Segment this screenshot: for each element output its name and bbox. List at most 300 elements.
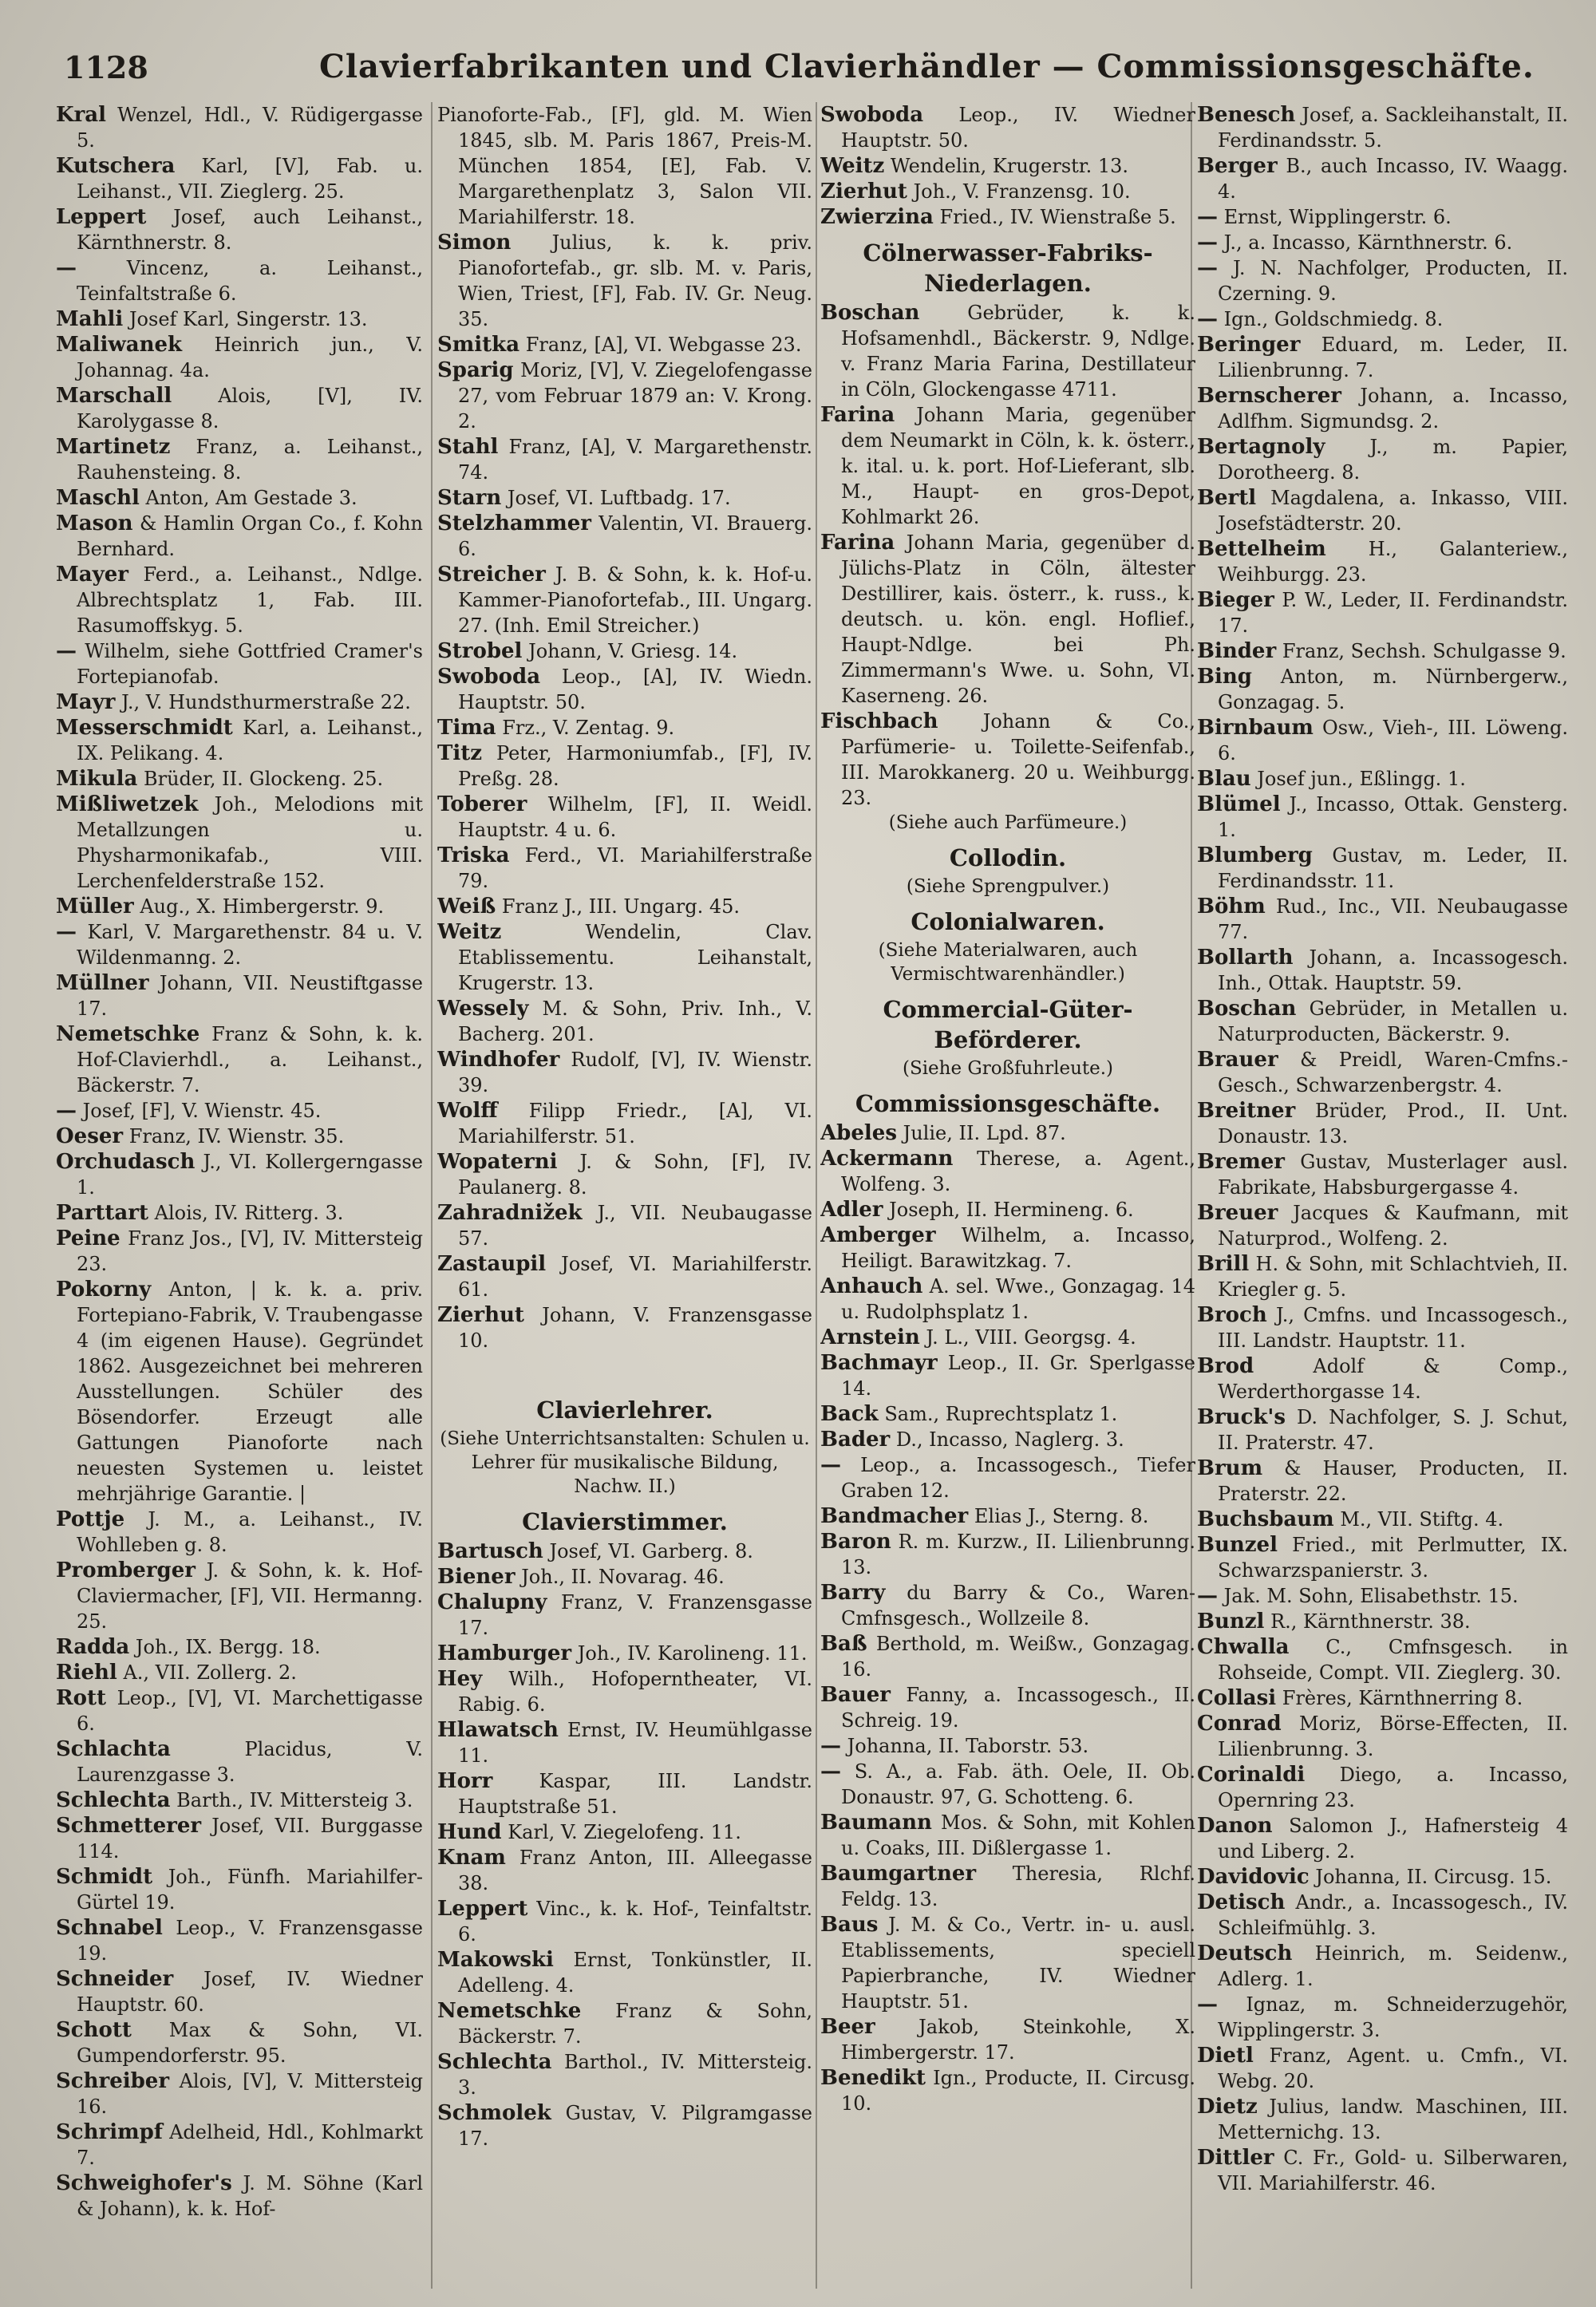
entry-name: Schmetterer [56, 1814, 202, 1838]
directory-entry [437, 332, 812, 358]
entry-details: J. & Sohn, k. k. Hof-Claviermacher, [F], VII. Hermanng. 25. [77, 1559, 423, 1633]
directory-entry [437, 919, 812, 996]
directory-entry [1197, 1813, 1568, 1864]
entry-details: Gustav, V. Pilgramgasse 17. [458, 2102, 812, 2150]
entry-name: Farina [820, 531, 895, 555]
entry-details: Johann, VII. Neustiftgasse 17. [77, 972, 423, 1020]
entry-name: Binder [1197, 639, 1277, 663]
directory-entry [56, 1098, 423, 1124]
entry-details: Johann, V. Griesg. 14. [528, 640, 738, 662]
entry-name: Broch [1197, 1303, 1267, 1327]
entry-name: Swoboda [820, 103, 924, 127]
entry-name: Zierhut [437, 1303, 524, 1327]
directory-entry [437, 741, 812, 792]
entry-details: J., VII. Neubaugasse 57. [458, 1202, 812, 1250]
entry-details: Ferd., VI. Mariahilferstraße 79. [458, 844, 812, 892]
entry-details: & Hamlin Organ Co., f. Kohn Bernhard. [77, 512, 423, 560]
entry-details: J., m. Papier, Dorotheerg. 8. [1218, 436, 1568, 484]
directory-entry [1197, 306, 1568, 332]
entry-name: Streicher [437, 563, 546, 587]
entry-name: Toberer [437, 792, 527, 816]
entry-details: Joh., Melodions mit Metallzungen u. Physharmonikafab., VIII. Lerchenfelderstraße 152. [77, 793, 423, 892]
page-number: 1128 [64, 49, 148, 85]
directory-entry [56, 434, 423, 485]
directory-entry [437, 664, 812, 715]
entry-name: Hlawatsch [437, 1718, 559, 1742]
entry-details: Wilh., Hofoperntheater, VI. Rabig. 6. [458, 1668, 812, 1716]
directory-entry [1197, 894, 1568, 945]
entry-name: Barry [820, 1581, 886, 1605]
entry-details: Gebrüder, in Metallen u. Naturproducten, Bäckerstr. 9. [1218, 997, 1568, 1045]
directory-entry [56, 1149, 423, 1200]
directory-entry [437, 1896, 812, 1947]
entry-details: J., Incasso, Ottak. Gensterg. 1. [1218, 793, 1568, 841]
entry-name: Stelzhammer [437, 512, 591, 535]
directory-entry [1197, 434, 1568, 485]
directory-entry [56, 1200, 423, 1226]
directory-entry [820, 204, 1195, 230]
entry-name: Zahradnižek [437, 1201, 583, 1225]
directory-entry [437, 485, 812, 511]
entry-details: du Barry & Co., Waren-Cmfnsgesch., Wollzeile 8. [841, 1582, 1195, 1630]
entry-name: Pokorny [56, 1278, 152, 1302]
entry-name: Strobel [437, 639, 523, 663]
directory-entry [56, 204, 423, 255]
entry-details: Kaspar, III. Landstr. Hauptstraße 51. [458, 1770, 812, 1818]
entry-details: Franz & Sohn, Bäckerstr. 7. [458, 2000, 812, 2048]
directory-entry [820, 1529, 1195, 1580]
directory-entry [437, 1539, 812, 1564]
directory-entry [56, 255, 423, 306]
directory-entry [1197, 1149, 1568, 1200]
directory-entry [1197, 766, 1568, 792]
entry-details: J. & Sohn, [F], IV. Paulanerg. 8. [458, 1151, 812, 1199]
cross-reference-note: (Siehe Großfuhrleute.) [902, 1058, 1114, 1079]
entry-name: Leppert [437, 1897, 528, 1921]
entry-details: Leop., V. Franzensgasse 19. [77, 1917, 423, 1965]
entry-name: Farina [820, 403, 895, 427]
entry-name: Mayr [56, 690, 116, 714]
directory-entry [1197, 1456, 1568, 1507]
directory-entry [820, 1401, 1195, 1427]
entry-name: Back [820, 1402, 879, 1426]
entry-name: Pottje [56, 1507, 125, 1531]
entry-name: Schrimpf [56, 2120, 163, 2144]
directory-entry [820, 1912, 1195, 2014]
directory-entry [437, 638, 812, 664]
entry-name: — [1197, 1993, 1218, 2017]
directory-entry [1197, 1685, 1568, 1711]
directory-entry [56, 1813, 423, 1864]
entry-details: J. M., a. Leihanst., IV. Wohlleben g. 8. [77, 1508, 423, 1556]
entry-details: Franz, IV. Wienstr. 35. [128, 1125, 345, 1148]
directory-entry [1197, 255, 1568, 306]
entry-details: Julius, k. k. priv. Pianofortefab., gr. slb. M. v. Paris, Wien, Triest, [F], Fab. IV. Gr. Neug. 35. [458, 231, 812, 330]
entry-name: Triska [437, 843, 510, 867]
entry-details: Ernst, Tonkünstler, II. Adelleng. 4. [458, 1949, 812, 1997]
directory-entry [1197, 1609, 1568, 1634]
entry-details: Leop., [V], VI. Marchettigasse 6. [77, 1687, 423, 1735]
entry-name: — [1197, 307, 1218, 331]
entry-details: A. sel. Wwe., Gonzagag. 14 u. Rudolphsplatz 1. [841, 1275, 1195, 1323]
directory-entry [820, 2014, 1195, 2065]
entry-name: Leppert [56, 205, 147, 229]
entry-name: Blümel [1197, 792, 1281, 816]
entry-name: Danon [1197, 1814, 1273, 1838]
entry-details: Julius, landw. Maschinen, III. Metternichg. 13. [1218, 2096, 1568, 2143]
entry-details: Joseph, II. Hermineng. 6. [889, 1199, 1134, 1221]
directory-entry [820, 1810, 1195, 1861]
entry-details: Wilhelm, [F], II. Weidl. Hauptstr. 4 u. 6. [458, 793, 812, 841]
directory-entry [56, 562, 423, 638]
entry-details: Vinc., k. k. Hof-, Teinfaltstr. 6. [458, 1898, 812, 1946]
entry-name: Beer [820, 2015, 875, 2039]
directory-entry [1197, 383, 1568, 434]
entry-details: H., Galanteriew., Weihburgg. 23. [1218, 538, 1568, 586]
entry-details: Alois, [V], IV. Karolygasse 8. [77, 385, 423, 433]
entry-details: Karl, V. Ziegelofeng. 11. [508, 1821, 741, 1843]
directory-entry [820, 1503, 1195, 1529]
entry-details: J. N. Nachfolger, Producten, II. Czerning. 9. [1218, 257, 1568, 305]
entry-details: Diego, a. Incasso, Opernring 23. [1218, 1764, 1568, 1811]
directory-entry [56, 1660, 423, 1685]
entry-name: Schmidt [56, 1865, 153, 1889]
entry-details: Therese, a. Agent., Wolfeng. 3. [841, 1148, 1195, 1195]
section-heading: Collodin. [949, 844, 1067, 871]
entry-details: Berthold, m. Weißw., Gonzagag. 16. [841, 1633, 1195, 1681]
entry-name: Bauer [820, 1683, 891, 1707]
directory-entry [1197, 843, 1568, 894]
entry-details: H. & Sohn, mit Schlachtvieh, II. Kriegler g. 5. [1218, 1253, 1568, 1301]
entry-details: Brüder, II. Glockeng. 25. [143, 768, 384, 790]
entry-name: Zierhut [820, 180, 907, 203]
entry-name: Mason [56, 512, 133, 535]
directory-entry [437, 1947, 812, 1998]
directory-entry [1197, 945, 1568, 996]
entry-details: J., Cmfns. und Incassogesch., III. Landstr. Hauptstr. 11. [1218, 1304, 1568, 1352]
entry-details: R. m. Kurzw., II. Lilienbrunng. 13. [841, 1531, 1195, 1578]
directory-entry [437, 511, 812, 562]
entry-name: Schweighofer's [56, 2171, 232, 2195]
entry-name: Anhauch [820, 1274, 923, 1298]
entry-name: Schott [56, 2018, 132, 2042]
entry-details: Anton, | k. k. a. priv. Fortepiano-Fabrik, V. Traubengasse 4 (im eigenen Hause). Gegründet 1862. Ausgezeichnet bei mehreren Ausstellungen. Schüler des Bösendorfer. Erzeugt alle Gattungen Pianoforte nach neuesten Systemen u. leistet mehrjährige Garantie. | [77, 1278, 423, 1505]
entry-details: J., a. Incasso, Kärnthnerstr. 6. [1223, 231, 1513, 254]
entry-name: Knam [437, 1846, 506, 1870]
entry-name: Peine [56, 1227, 120, 1250]
entry-name: Amberger [820, 1223, 936, 1247]
directory-entry [437, 996, 812, 1047]
entry-name: Böhm [1197, 895, 1266, 918]
column-3 [820, 102, 1195, 2289]
entry-name: Blumberg [1197, 843, 1313, 867]
entry-details: Franz, Agent. u. Cmfn., VI. Webg. 20. [1218, 2044, 1568, 2092]
directory-entry [1197, 1583, 1568, 1609]
directory-entry [1197, 1302, 1568, 1353]
directory-entry [1197, 587, 1568, 638]
entry-name: Zwierzina [820, 205, 934, 229]
directory-entry [56, 689, 423, 715]
directory-entry [437, 434, 812, 485]
entry-name: — [1197, 256, 1218, 280]
entry-details: Fried., IV. Wienstraße 5. [939, 206, 1176, 228]
entry-name: — [56, 1099, 77, 1123]
directory-entry [820, 2065, 1195, 2116]
entry-name: Weitz [820, 154, 885, 178]
entry-details: Gustav, m. Leder, II. Ferdinandsstr. 11. [1218, 844, 1568, 892]
directory-entry [56, 1021, 423, 1098]
entry-name: — [56, 920, 77, 944]
entry-details: Valentin, VI. Brauerg. 6. [458, 512, 812, 560]
directory-entry [56, 383, 423, 434]
entry-details: Joh., Fünfh. Mariahilfer-Gürtel 19. [77, 1866, 423, 1914]
entry-name: Davidovic [1197, 1865, 1310, 1889]
entry-name: Zastaupil [437, 1252, 547, 1276]
entry-details: J., V. Hundsthurmerstraße 22. [121, 691, 411, 713]
entry-name: Mißliwetzek [56, 792, 199, 816]
cross-reference-note: (Siehe Unterrichtsanstalten: Schulen u. Lehrer für musikalische Bildung, Nachw. II.) [440, 1428, 810, 1497]
entry-details: Johann Maria, gegenüber dem Neumarkt in Cöln, k. k. österr., k. ital. u. k. port. Hof-Lieferant, slb. M., Haupt- en gros-Depot, Kohlmarkt 26. [841, 404, 1195, 528]
entry-details: C., Cmfnsgesch. in Rohseide, Compt. VII. Zieglerg. 30. [1218, 1636, 1568, 1684]
directory-entry [56, 306, 423, 332]
entry-name: Adler [820, 1198, 883, 1222]
entry-details: Andr., a. Incassogesch., IV. Schleifmühlg. 3. [1218, 1891, 1568, 1939]
entry-details: J., VI. Kollergerngasse 1. [77, 1151, 423, 1199]
entry-details: Johann & Co., Parfümerie- u. Toilette-Seifenfab., III. Marokkanerg. 20 u. Weihburgg. 23. [841, 710, 1195, 809]
directory-entry [56, 1277, 423, 1507]
directory-entry [1197, 1251, 1568, 1302]
entry-name: — [820, 1760, 841, 1784]
directory-entry [56, 1685, 423, 1736]
entry-details: S. A., a. Fab. äth. Oele, II. Ob. Donaustr. 97, G. Schotteng. 6. [841, 1760, 1195, 1808]
directory-entry [437, 1098, 812, 1149]
entry-name: Marschall [56, 384, 172, 408]
directory-entry [1197, 1890, 1568, 1941]
entry-details: D. Nachfolger, S. J. Schut, II. Praterstr. 47. [1218, 1406, 1568, 1454]
directory-entry [56, 1124, 423, 1149]
section-heading: Cölnerwasser-Fabriks-Niederlagen. [863, 239, 1153, 297]
entry-name: Bieger [1197, 588, 1274, 612]
entry-details: Josef, [F], V. Wienstr. 45. [82, 1100, 322, 1122]
entry-details: Julie, II. Lpd. 87. [903, 1122, 1066, 1144]
entry-name: Swoboda [437, 665, 541, 689]
entry-details: Wendelin, Krugerstr. 13. [890, 155, 1129, 177]
directory-entry [56, 2017, 423, 2068]
directory-entry [1197, 153, 1568, 204]
directory-entry [437, 1302, 812, 1353]
entry-details: Johann Maria, gegenüber d. Jülichs-Platz in Cöln, ältester Destillirer, kais. österr., k. russ., k. deutsch. u. kön. engl. Hoflief., Haupt-Ndlge. bei Ph. Zimmermann's Wwe. u. Sohn, VI. Kaserneng. 26. [841, 531, 1195, 707]
entry-details: Ign., Goldschmiedg. 8. [1223, 308, 1444, 330]
directory-entry [820, 1861, 1195, 1912]
directory-entry [820, 1325, 1195, 1350]
entry-name: Birnbaum [1197, 716, 1314, 740]
directory-entry [1197, 1762, 1568, 1813]
entry-details: Karl, a. Leihanst., IX. Pelikang. 4. [77, 717, 423, 764]
entry-name: Baron [820, 1530, 891, 1554]
entry-details: Elias J., Sterng. 8. [974, 1505, 1149, 1527]
entry-name: Kral [56, 103, 107, 127]
entry-name: Brauer [1197, 1048, 1278, 1072]
entry-details: Ferd., a. Leihanst., Ndlge. Albrechtsplatz 1, Fab. III. Rasumoffskyg. 5. [77, 563, 423, 637]
entry-name: Maschl [56, 486, 140, 510]
entry-name: Baß [820, 1632, 867, 1656]
entry-details: Joh., IV. Karolineng. 11. [577, 1642, 808, 1665]
entry-details: P. W., Leder, II. Ferdinandstr. 17. [1218, 589, 1568, 637]
entry-details: Frz., V. Zentag. 9. [502, 717, 675, 739]
entry-details: Jakob, Steinkohle, X. Himbergerstr. 17. [841, 2016, 1195, 2064]
entry-name: Biener [437, 1565, 516, 1589]
entry-name: Ackermann [820, 1147, 954, 1171]
directory-entry [437, 715, 812, 741]
directory-entry [56, 1736, 423, 1788]
entry-name: Mikula [56, 767, 138, 791]
directory-entry [820, 1223, 1195, 1274]
directory-entry [56, 792, 423, 894]
entry-name: Maliwanek [56, 333, 183, 357]
entry-name: Radda [56, 1635, 130, 1659]
entry-details: Wenzel, Hdl., V. Rüdigergasse 5. [77, 104, 423, 152]
entry-details: Filipp Friedr., [A], VI. Mariahilferstr. 51. [458, 1100, 812, 1148]
entry-name: Schreiber [56, 2069, 170, 2093]
entry-name: Baus [820, 1913, 879, 1937]
directory-entry [820, 1682, 1195, 1733]
entry-details: Leop., IV. Wiedner Hauptstr. 50. [841, 104, 1195, 152]
entry-details: Ign., Producte, II. Circusg. 10. [841, 2067, 1195, 2115]
entry-name: — [1197, 1584, 1218, 1608]
directory-entry [437, 358, 812, 434]
entry-details: Jak. M. Sohn, Elisabethstr. 15. [1223, 1585, 1519, 1607]
entry-details: Mos. & Sohn, mit Kohlen u. Coaks, III. Dißlergasse 1. [841, 1811, 1195, 1859]
directory-entry [437, 1998, 812, 2049]
entry-name: Tima [437, 716, 496, 740]
entry-details: Pianoforte-Fab., [F], gld. M. Wien 1845, slb. M. Paris 1867, Preis-M. München 1854, [E], Fab. V. Margarethenplatz 3, Salon VII. Mariahilferstr. 18. [437, 104, 812, 228]
directory-entry [1197, 1200, 1568, 1251]
entry-name: Breuer [1197, 1201, 1278, 1225]
entry-name: Brill [1197, 1252, 1250, 1276]
entry-details: Rud., Inc., VII. Neubaugasse 77. [1218, 895, 1568, 943]
directory-entry [437, 843, 812, 894]
entry-name: Bernscherer [1197, 384, 1341, 408]
directory-entry [56, 1915, 423, 1966]
entry-details: Josef, auch Leihanst., Kärnthnerstr. 8. [77, 206, 423, 254]
directory-entry [1197, 2094, 1568, 2145]
entry-name: Orchudasch [56, 1150, 196, 1174]
spacer [437, 1353, 812, 1387]
directory-entry [437, 102, 812, 230]
directory-entry [56, 2068, 423, 2119]
entry-details: Franz & Sohn, k. k. Hof-Clavierhdl., a. Leihanst., Bäckerstr. 7. [77, 1023, 423, 1096]
directory-entry [437, 2100, 812, 2151]
entry-details: Wilhelm, siehe Gottfried Cramer's Fortepianofab. [77, 640, 423, 688]
entry-details: Franz, Sechsh. Schulgasse 9. [1282, 640, 1566, 662]
entry-name: Martinetz [56, 435, 171, 459]
entry-name: Starn [437, 486, 502, 510]
entry-details: Ernst, IV. Heumühlgasse 11. [458, 1719, 812, 1767]
directory-entry [1197, 1532, 1568, 1583]
entry-details: Anton, Am Gestade 3. [145, 487, 358, 509]
cross-reference-note: (Siehe Materialwaren, auch Vermischtwarenhändler.) [878, 940, 1138, 985]
entry-name: Dietl [1197, 2044, 1254, 2068]
directory-entry [820, 709, 1195, 811]
directory-entry [1197, 102, 1568, 153]
entry-name: Benedikt [820, 2066, 926, 2090]
entry-name: Oeser [56, 1124, 124, 1148]
entry-details: Joh., V. Franzensg. 10. [913, 180, 1131, 203]
directory-entry [820, 179, 1195, 204]
directory-entry [820, 1350, 1195, 1401]
directory-entry [1197, 1353, 1568, 1404]
entry-details: Josef, VII. Burggasse 114. [77, 1815, 423, 1863]
entry-name: Promberger [56, 1558, 196, 1582]
entry-details: Josef, VI. Garberg. 8. [549, 1540, 753, 1562]
entry-details: Franz, a. Leihanst., Rauhensteing. 8. [77, 436, 423, 484]
entry-details: Rudolf, [V], IV. Wienstr. 39. [458, 1049, 812, 1096]
entry-details: Adolf & Comp., Werderthorgasse 14. [1218, 1355, 1568, 1403]
directory-entry [820, 1146, 1195, 1197]
directory-entry [1197, 792, 1568, 843]
directory-entry [820, 1580, 1195, 1631]
entry-name: — [820, 1734, 841, 1758]
entry-details: B., auch Incasso, IV. Waagg. 4. [1218, 155, 1568, 203]
entry-name: Benesch [1197, 103, 1296, 127]
entry-name: — [56, 639, 77, 663]
directory-entry [56, 153, 423, 204]
entry-name: Sparig [437, 358, 514, 382]
directory-entry [1197, 1864, 1568, 1890]
entry-name: — [820, 1453, 841, 1477]
entry-details: J. M. & Co., Vertr. in- u. ausl. Etablissements, speciell Papierbranche, IV. Wiedner Hauptstr. 51. [841, 1914, 1195, 2013]
entry-name: Deutsch [1197, 1942, 1293, 1965]
entry-name: Bachmayr [820, 1351, 938, 1375]
entry-details: Josef Karl, Singerstr. 13. [128, 308, 368, 330]
entry-name: Riehl [56, 1661, 117, 1685]
entry-name: Arnstein [820, 1325, 920, 1349]
entry-name: Bunzel [1197, 1533, 1278, 1557]
running-title: Clavierfabrikanten und Clavierhändler — Commissionsgeschäfte. [319, 48, 1535, 85]
directory-entry [56, 1507, 423, 1558]
directory-entry [56, 511, 423, 562]
entry-name: Bertl [1197, 486, 1257, 510]
directory-entry [820, 1733, 1195, 1759]
directory-entry [56, 1966, 423, 2017]
entry-name: Schlachta [56, 1737, 171, 1761]
directory-entry [56, 715, 423, 766]
column-2 [437, 102, 812, 2289]
entry-details: & Hauser, Producten, II. Praterstr. 22. [1218, 1457, 1568, 1505]
entry-name: Bertagnoly [1197, 435, 1325, 459]
directory-entry [437, 562, 812, 638]
entry-details: Alois, [V], V. Mittersteig 16. [77, 2070, 423, 2118]
entry-details: Anton, m. Nürnbergerw., Gonzagag. 5. [1218, 666, 1568, 713]
entry-name: — [1197, 231, 1218, 255]
entry-name: Kutschera [56, 154, 176, 178]
entry-name: Bremer [1197, 1150, 1285, 1174]
entry-name: Nemetschke [437, 1999, 582, 2023]
entry-name: Simon [437, 231, 512, 255]
entry-details: Franz, [A], VI. Webgasse 23. [525, 334, 802, 356]
entry-details: D., Incasso, Naglerg. 3. [895, 1428, 1124, 1451]
entry-details: Franz Jos., [V], IV. Mittersteig 23. [77, 1227, 423, 1275]
entry-details: Barthol., IV. Mittersteig. 3. [458, 2051, 812, 2099]
entry-details: Josef, VI. Luftbadg. 17. [507, 487, 731, 509]
entry-details: Karl, V. Margarethenstr. 84 u. V. Wildenmanng. 2. [77, 921, 423, 969]
entry-name: Wopaterni [437, 1150, 558, 1174]
directory-entry [56, 1864, 423, 1915]
entry-name: Rott [56, 1686, 106, 1710]
entry-details: Peter, Harmoniumfab., [F], IV. Preßg. 28. [458, 742, 812, 790]
directory-entry [437, 792, 812, 843]
entry-name: Mahli [56, 307, 124, 331]
